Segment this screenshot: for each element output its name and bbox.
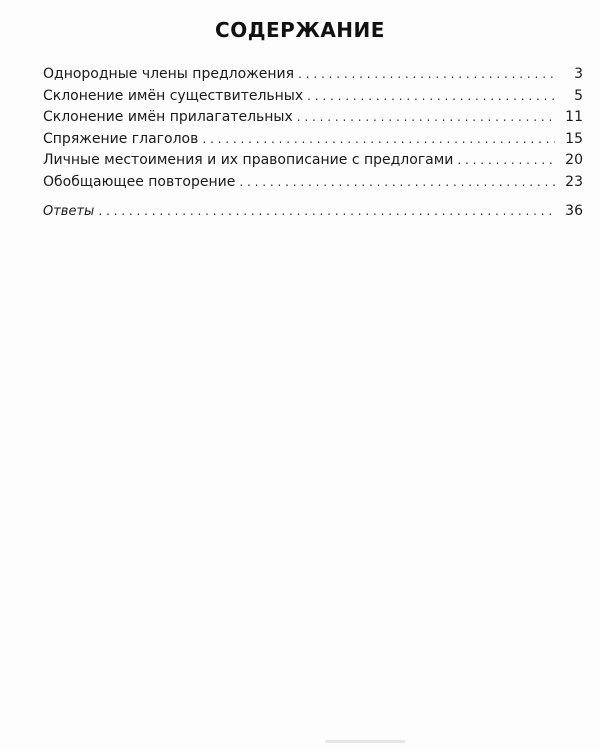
toc-entry-page: 3	[574, 66, 583, 82]
dot-leader	[202, 129, 555, 151]
scan-smudge	[325, 740, 405, 743]
dot-leader	[239, 172, 555, 194]
toc-entry[interactable]	[43, 107, 583, 129]
toc-entry-page: 11	[565, 109, 583, 126]
toc-entry-page: 23	[565, 173, 583, 190]
toc-entry-label: Склонение имён прилагательных	[43, 109, 293, 126]
toc-entry-label: Ответы	[43, 203, 95, 219]
dot-leader	[98, 201, 555, 223]
dot-leader	[307, 86, 555, 108]
toc-entry-answers[interactable]	[43, 201, 583, 223]
toc-entry-label: Обобщающее повторение	[43, 173, 236, 190]
dot-leader	[298, 64, 555, 86]
toc-entry-label: Однородные члены предложения	[43, 66, 295, 82]
dot-leader	[457, 150, 555, 172]
toc-entry-page: 36	[565, 202, 583, 219]
toc-entry[interactable]	[43, 129, 583, 151]
table-of-contents	[43, 64, 583, 222]
page-title: СОДЕРЖАНИЕ	[215, 18, 385, 42]
toc-entry-label: Личные местоимения и их правописание с предлогами	[43, 152, 454, 169]
toc-entry[interactable]	[43, 150, 583, 172]
dot-leader	[297, 107, 555, 129]
toc-entry-page: 20	[565, 152, 583, 169]
toc-entry-page: 15	[565, 130, 583, 147]
toc-entry-label: Склонение имён существительных	[43, 87, 304, 104]
toc-entry-label: Спряжение глаголов	[43, 130, 199, 147]
toc-entry[interactable]	[43, 64, 583, 86]
toc-entry[interactable]	[43, 86, 583, 108]
toc-entry[interactable]	[43, 172, 583, 194]
toc-entry-page: 5	[574, 87, 583, 104]
